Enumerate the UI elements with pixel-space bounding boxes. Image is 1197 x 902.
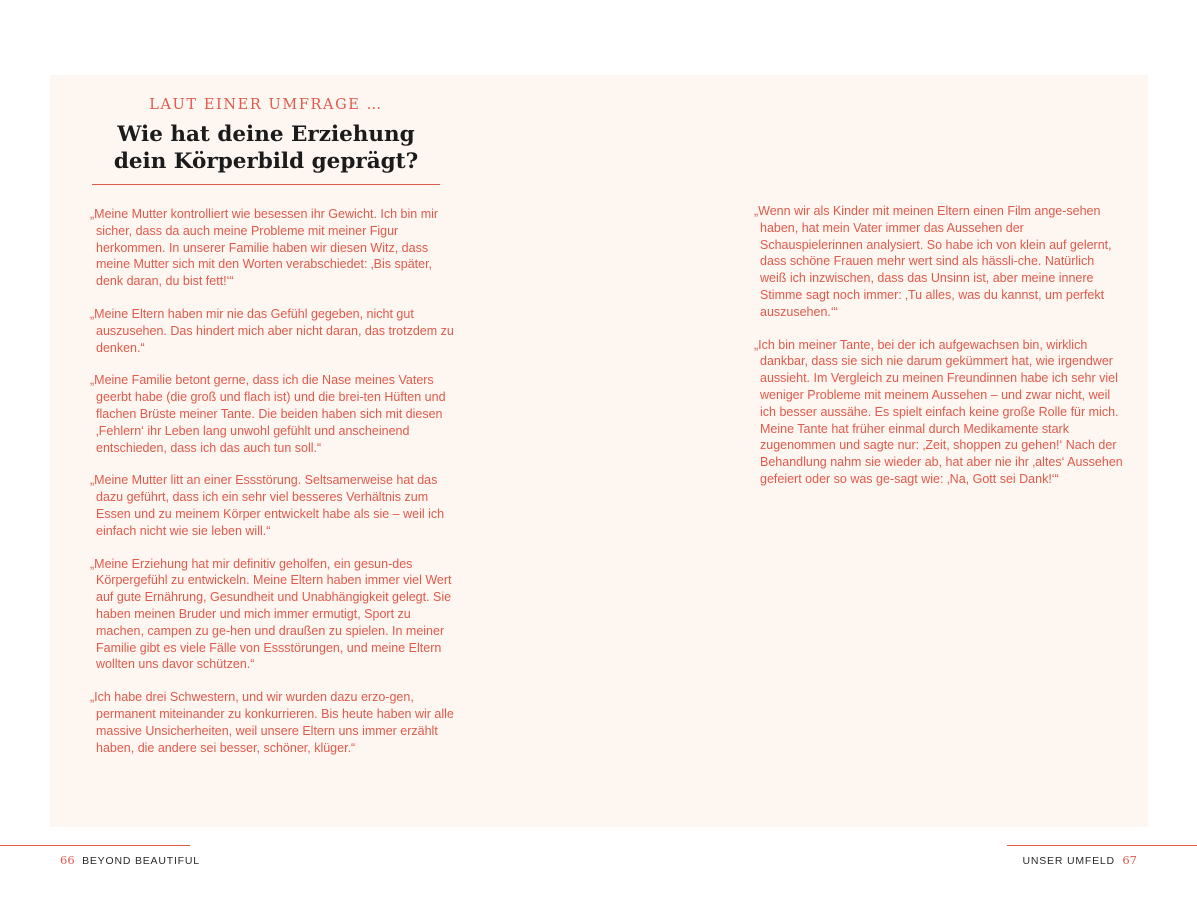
footer-rule-left — [0, 845, 190, 846]
page-number-left: 66 — [60, 853, 75, 867]
quote: „Meine Mutter litt an einer Essstörung. Seltsamerweise hat das dazu geführt, dass ich ein sehr viel besseres Verhältnis zum Essen und zu meinem Körper entwickelt habe als sie – weil ich einfach nicht wie sie leben will.“ — [90, 473, 445, 538]
quote: „Meine Erziehung hat mir definitiv geholfen, ein gesun-des Körpergefühl zu entwickeln. Meine Eltern haben immer viel Wert auf gute Ernährung, Gesundheit und Unabhängigkeit gelegt. Sie haben meinen Bruder und mich immer ermutigt, Sport zu machen, campen zu ge-hen und draußen zu spielen. In meiner Familie gibt es viele Fälle von Essstörungen, und meine Eltern wollten uns davor schützen.“ — [90, 556, 452, 672]
title-divider — [92, 184, 440, 185]
left-quote-column — [90, 206, 460, 772]
footer-right — [1022, 853, 1137, 867]
section-kicker: LAUT EINER UMFRAGE … — [149, 97, 383, 113]
quote: „Meine Eltern haben mir nie das Gefühl gegeben, nicht gut auszusehen. Das hindert mich aber nicht daran, das trotzdem zu denken.“ — [90, 306, 454, 355]
page-title — [92, 121, 440, 175]
footer-rule-right — [1007, 845, 1197, 846]
title-line-1: Wie hat deine Erziehung — [117, 122, 415, 147]
right-quote-column — [754, 203, 1124, 504]
quote: „Ich bin meiner Tante, bei der ich aufgewachsen bin, wirklich dankbar, dass sie sich nie darum gekümmert hat, wie irgendwer aussieht. Im Vergleich zu meinen Freundinnen habe ich sehr viel weniger Probleme mit meinem Aussehen – und zwar nicht, weil ich besser aussähe. Es spielt einfach keine große Rolle für mich. Meine Tante hat früher einmal durch Medikamente stark zugenommen und sagte nur: ‚Zeit, shoppen zu gehen!‘ Nach der Behandlung nahm sie wieder ab, hat aber nie ihr ‚altes‘ Aussehen gefeiert oder so was ge-sagt wie: ‚Na, Gott sei Dank!‘“ — [754, 337, 1123, 486]
footer-left — [60, 853, 200, 867]
quote: „Meine Familie betont gerne, dass ich die Nase meines Vaters geerbt habe (die groß und flach ist) und die brei-ten Hüften und flachen Brüste meiner Tante. Die beiden haben sich mit diesen ‚Fehlern‘ ihr Leben lang unwohl gefühlt und anscheinend entschieden, dass ich das auch tun soll.“ — [90, 373, 446, 455]
quote: „Meine Mutter kontrolliert wie besessen ihr Gewicht. Ich bin mir sicher, dass da auch meine Probleme mit meiner Figur herkommen. In unserer Familie haben wir diesen Witz, dass meine Mutter sich mit den Worten verabschiedet: ‚Bis später, denk daran, du bist fett!‘“ — [90, 207, 439, 289]
quote: „Wenn wir als Kinder mit meinen Eltern einen Film ange-sehen haben, hat mein Vater immer das Aussehen der Schauspielerinnen analysiert. So habe ich von klein auf gelernt, dass schöne Frauen mehr wert sind als hässli-che. Natürlich weiß ich inzwischen, dass das Unsinn ist, aber meine innere Stimme sagt noch immer: ‚Tu alles, was du kannst, um perfekt auszusehen.‘“ — [754, 204, 1112, 319]
quote: „Ich habe drei Schwestern, und wir wurden dazu erzo-gen, permanent miteinander zu konkurrieren. Bis heute haben wir alle massive Unsicherheiten, weil unsere Eltern uns immer erzählt haben, die andere sei besser, schöner, klüger.“ — [90, 690, 454, 755]
title-line-2: dein Körperbild geprägt? — [113, 149, 419, 174]
book-title: BEYOND BEAUTIFUL — [82, 855, 200, 867]
chapter-title: UNSER UMFELD — [1022, 855, 1115, 867]
page-number-right: 67 — [1122, 853, 1137, 867]
